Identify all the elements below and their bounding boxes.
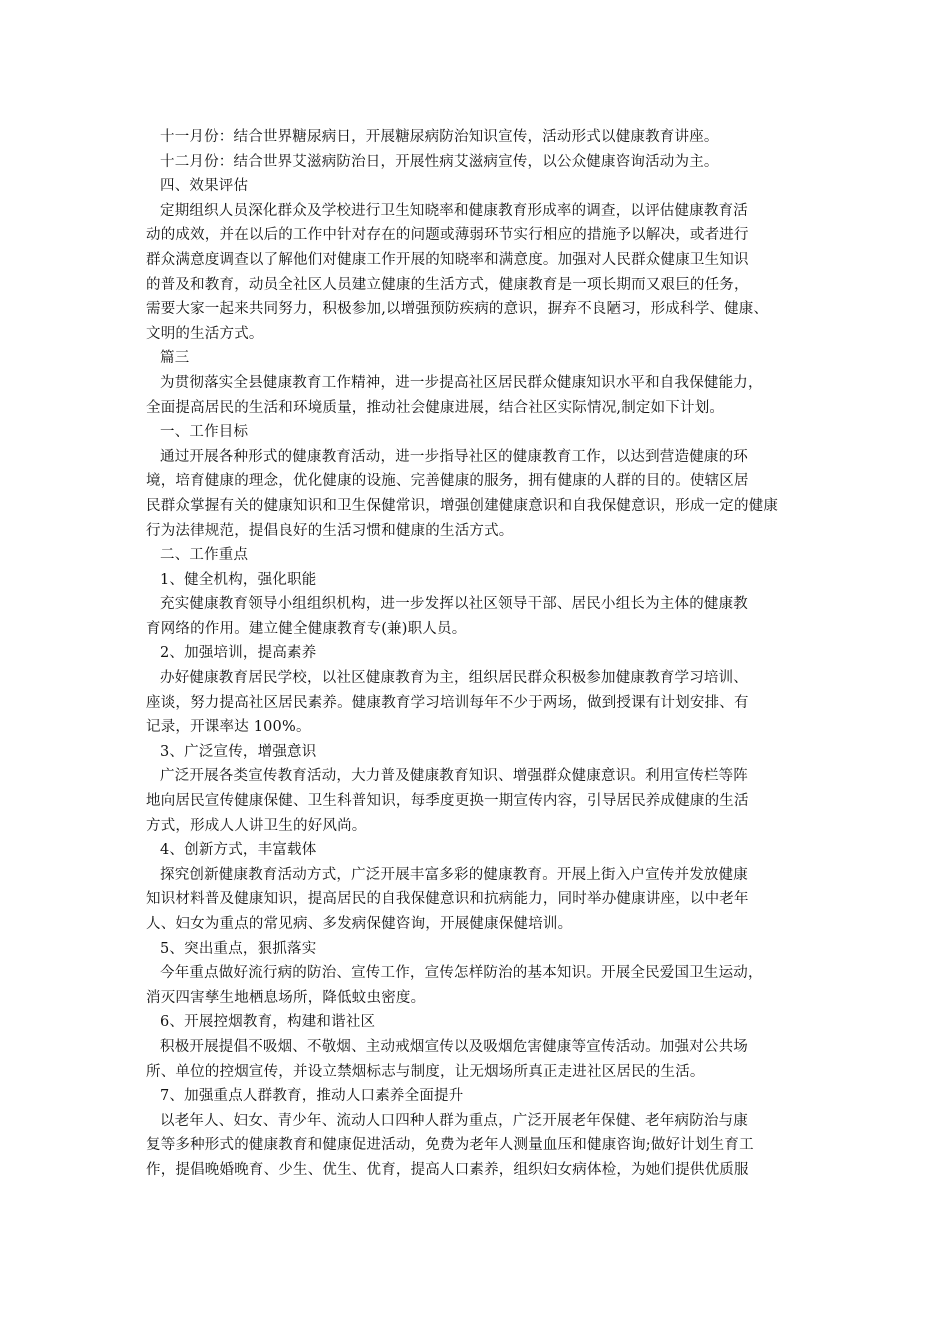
text-line: 二、工作重点: [160, 547, 249, 564]
text-line: 篇三: [160, 350, 190, 367]
text-line: 地向居民宣传健康保健、卫生科普知识，每季度更换一期宣传内容，引导居民养成健康的生活: [146, 793, 749, 810]
text-line: 四、效果评估: [160, 178, 249, 195]
text-line: 育网络的作用。建立健全健康教育专(兼)职人员。: [146, 620, 467, 637]
text-line: 需要大家一起来共同努力，积极参加,以增强预防疾病的意识，摒弃不良陋习，形成科学、健康、: [146, 301, 769, 318]
document-body: [146, 125, 816, 1183]
text-line: 文明的生活方式。: [146, 325, 264, 342]
text-line: 记录，开课率达 100%。: [146, 719, 311, 736]
text-line: 的普及和教育，动员全社区人员建立健康的生活方式，健康教育是一项长期而又艰巨的任务，: [146, 276, 749, 293]
text-line: 十二月份：结合世界艾滋病防治日，开展性病艾滋病宣传，以公众健康咨询活动为主。: [160, 153, 719, 170]
text-line: 民群众掌握有关的健康知识和卫生保健常识，增强创建健康意识和自我保健意识，形成一定的健康: [146, 497, 779, 514]
text-line: 复等多种形式的健康教育和健康促进活动，免费为老年人测量血压和健康咨询;做好计划生育工: [146, 1137, 754, 1154]
text-line: 广泛开展各类宣传教育活动，大力普及健康教育知识、增强群众健康意识。利用宣传栏等阵: [160, 768, 748, 785]
text-line: 7、加强重点人群教育，推动人口素养全面提升: [160, 1088, 464, 1105]
text-line: 座谈，努力提高社区居民素养。健康教育学习培训每年不少于两场，做到授课有计划安排、有: [146, 694, 749, 711]
text-line: 人、妇女为重点的常见病、多发病保健咨询，开展健康保健培训。: [146, 916, 573, 932]
text-line: 探究创新健康教育活动方式，广泛开展丰富多彩的健康教育。开展上街入户宣传并发放健康: [160, 866, 748, 883]
text-line: 为贯彻落实全县健康教育工作精神，进一步提高社区居民群众健康知识水平和自我保健能力，: [160, 374, 763, 391]
text-line: 方式，形成人人讲卫生的好风尚。: [146, 817, 367, 834]
text-line: 3、广泛宣传，增强意识: [160, 743, 317, 760]
text-line: 办好健康教育居民学校，以社区健康教育为主，组织居民群众积极参加健康教育学习培训、: [160, 670, 748, 687]
text-line: 通过开展各种形式的健康教育活动，进一步指导社区的健康教育工作，以达到营造健康的环: [160, 448, 748, 465]
text-line: 十一月份：结合世界糖尿病日，开展糖尿病防治知识宣传，活动形式以健康教育讲座。: [160, 129, 719, 145]
text-line: 一、工作目标: [160, 424, 249, 441]
text-line: 全面提高居民的生活和环境质量，推动社会健康进展，结合社区实际情况,制定如下计划。: [146, 399, 725, 416]
text-line: 6、开展控烟教育，构建和谐社区: [160, 1014, 376, 1031]
text-line: 5、突出重点，狠抓落实: [160, 940, 317, 957]
text-line: 所、单位的控烟宣传，并设立禁烟标志与制度，让无烟场所真正走进社区居民的生活。: [146, 1063, 705, 1080]
text-line: 2、加强培训，提高素养: [160, 645, 317, 662]
text-line: 动的成效，并在以后的工作中针对存在的问题或薄弱环节实行相应的措施予以解决，或者进行: [146, 227, 749, 244]
text-line: 消灭四害孳生地栖息场所，降低蚊虫密度。: [146, 989, 426, 1006]
text-line: 4、创新方式，丰富载体: [160, 842, 317, 859]
text-line: 定期组织人员深化群众及学校进行卫生知晓率和健康教育形成率的调查，以评估健康教育活: [160, 202, 748, 219]
text-line: 知识材料普及健康知识，提高居民的自我保健意识和抗病能力，同时举办健康讲座，以中老年: [146, 891, 749, 908]
text-line: 行为法律规范，提倡良好的生活习惯和健康的生活方式。: [146, 522, 514, 539]
text-line: 今年重点做好流行病的防治、宣传工作，宣传怎样防治的基本知识。开展全民爱国卫生运动，: [160, 965, 763, 982]
text-line: 作，提倡晚婚晚育、少生、优生、优育，提高人口素养，组织妇女病体检，为她们提供优质服: [146, 1161, 749, 1178]
text-line: 1、健全机构，强化职能: [160, 571, 317, 588]
text-line: 充实健康教育领导小组组织机构，进一步发挥以社区领导干部、居民小组长为主体的健康教: [160, 596, 748, 613]
text-line: 积极开展提倡不吸烟、不敬烟、主动戒烟宣传以及吸烟危害健康等宣传活动。加强对公共场: [160, 1038, 748, 1055]
text-line: 境，培育健康的理念，优化健康的设施、完善健康的服务，拥有健康的人群的目的。使辖区居: [146, 473, 749, 490]
text-line: 群众满意度调查以了解他们对健康工作开展的知晓率和满意度。加强对人民群众健康卫生知识: [146, 251, 749, 268]
text-line: 以老年人、妇女、青少年、流动人口四种人群为重点，广泛开展老年保健、老年病防治与康: [160, 1112, 748, 1129]
